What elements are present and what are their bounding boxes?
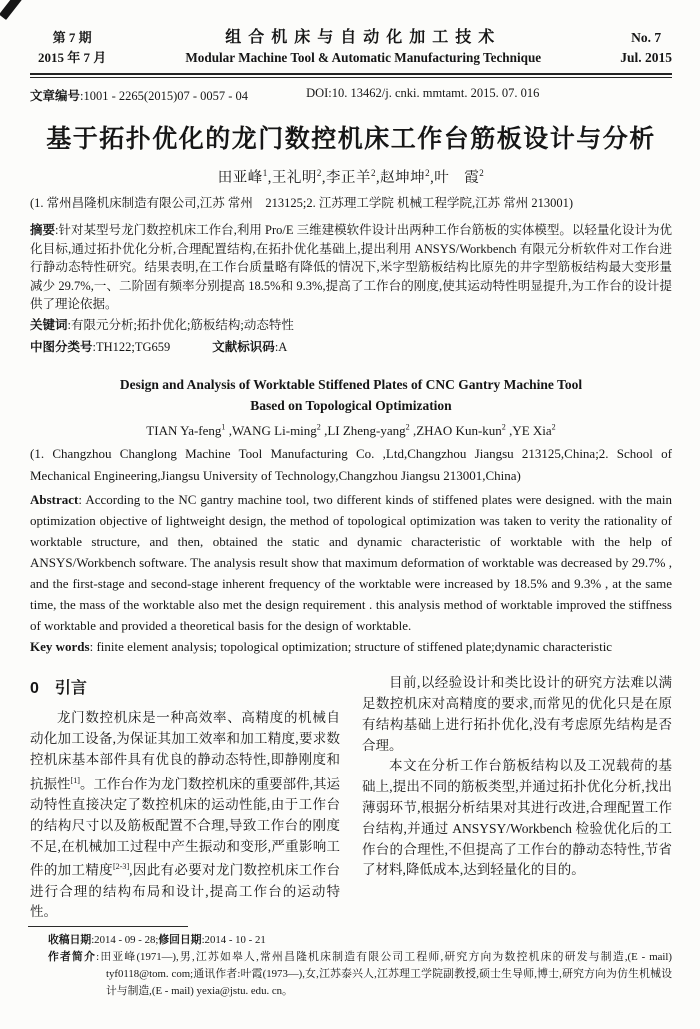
paper-title-en <box>30 374 672 416</box>
author-en: LI Zheng-yang$^2$ , <box>327 422 417 439</box>
right-column <box>362 673 672 923</box>
footnote-divider-rule <box>28 926 188 927</box>
abstract-cn-text: :针对某型号龙门数控机床工作台,利用 Pro/E 三维建模软件设计出两种工作台筋板的实体模型。以轻量化设计为优化目标,通过拓扑优化分析,合理配置结构,在拓扑优化基础上,提出利用 ANSYS/Workbench 有限元分析软件对工作台进行静动态特性研究。结果表明,在工作台质量略有降低的情况下,米字型筋板结构比原先的井字型筋板结构最大变形量减少 29.7%,一、二阶固有频率分别提高 18.5%和 9.3%,提高了工作台的刚度,使其运动特性明显提升,为工作台的设计提供了理论依据。 <box>30 223 672 312</box>
footnote-block <box>30 926 672 1000</box>
citation-ref-1: [1] <box>70 775 80 785</box>
keywords-cn <box>30 316 672 335</box>
journal-title-cn: 组合机床与自动化加工技术 <box>225 29 502 46</box>
author-biography <box>48 949 672 1000</box>
issue-date-cn: 2015 年 7 月 <box>38 50 107 65</box>
author-cn: 田亚峰$^1$, <box>217 168 272 186</box>
issue-date-en: Jul. 2015 <box>620 50 672 65</box>
clc-value: :TH122;TG659 <box>92 339 171 354</box>
abstract-cn-label: 摘要 <box>30 223 56 237</box>
authors-line-en <box>30 418 672 441</box>
keywords-cn-label: 关键词 <box>30 317 68 332</box>
paper-title-en-line1: Design and Analysis of Worktable Stiffened Plates of CNC Gantry Machine Tool <box>119 376 583 392</box>
author-biography-label: 作者简介 <box>48 951 97 964</box>
document-code-label: 文献标识码 <box>212 339 275 354</box>
author-en: TIAN Ya-feng$^1$ , <box>146 422 232 439</box>
header-center-block <box>106 28 620 68</box>
issue-number-en: No. 7 <box>631 30 662 45</box>
intro-paragraph-1: 龙门数控机床是一种高效率、高精度的机械自动化加工设备,为保证其加工效率和加工精度,要求数控机床基本部件具有优良的静动态特性,即静刚度和抗振性[1]。工作台作为龙门数控机床的重要部件,其运动特性直接决定了数控机床的运动性能,由于工作台的结构尺寸以及筋板配置不合理,导致工作台的刚度不足,在机械加工过程中产生振动和变形,严重影响工件的加工精度[2-3],因此有必要对龙门数控机床工作台进行合理的结构布局和设计,提高工作台的运动特性。 <box>30 710 341 920</box>
paper-title-cn: 基于拓扑优化的龙门数控机床工作台筋板设计与分析 <box>46 126 656 153</box>
revised-date-label: 修回日期 <box>158 934 202 947</box>
section-number: 0 <box>30 680 39 698</box>
abstract-cn <box>30 221 672 314</box>
author-en: YE Xia$^2$ <box>512 422 556 439</box>
article-meta-line <box>30 86 672 104</box>
author-en: ZHAO Kun-kun$^2$ , <box>416 422 513 439</box>
author-cn: 叶 霞$^2$ <box>434 168 485 186</box>
received-date-label: 收稿日期 <box>48 934 92 947</box>
body-columns <box>30 673 672 923</box>
received-date-value: :2014 - 09 - 28; <box>91 934 159 947</box>
intro-paragraph-3: 本文在分析工作台筋板结构以及工况载荷的基础上,提出不同的筋板类型,并通过拓扑优化分析,找出薄弱环节,根据分析结果对其进行改进,合理配置工作台结构,并通过 ANSYSY/Workbench 检验优化后的工作台的合理性,不但提高了工作台的静动态特性,节省了材料,降低成本,达到轻量化的目的。 <box>362 758 672 878</box>
clc-line <box>30 338 672 357</box>
author-cn: 李正羊$^2$, <box>326 168 381 186</box>
keywords-en-text: : finite element analysis; topological optimization; structure of stiffened plate;dynamic characteristic <box>89 639 613 655</box>
abstract-en-label: Abstract <box>30 492 79 508</box>
clc-label: 中图分类号 <box>30 339 93 354</box>
citation-ref-2: [2-3] <box>112 862 130 872</box>
keywords-en-label: Key words <box>30 639 90 655</box>
document-code-value: :A <box>274 339 288 354</box>
article-number-label: 文章编号 <box>30 89 81 103</box>
paper-title-en-line2: Based on Topological Optimization <box>250 397 452 413</box>
left-column <box>30 673 340 923</box>
header-divider-rule <box>30 73 672 78</box>
authors-line-cn <box>30 166 672 187</box>
keywords-cn-text: :有限元分析;拓扑优化;筋板结构;动态特性 <box>67 317 294 332</box>
article-number-value: :1001 - 2265(2015)07 - 0057 - 04 <box>80 89 249 103</box>
author-biography-text: :田亚峰(1971—),男,江苏如皋人,常州昌隆机床制造有限公司工程师,研究方向为数控机床的研发与制造,(E - mail) tyf0118@tom. com;通讯作者:叶霞(1973—),女,江苏泰兴人,江苏理工学院副教授,硕士生导师,博士,研究方向为仿生机械设计与制造,(E - mail) yexia@jstu. edu. cn。 <box>96 951 672 998</box>
doi-text: DOI:10. 13462/j. cnki. mmtamt. 2015. 07. 016 <box>306 86 540 100</box>
affiliation-cn: (1. 常州昌隆机床制造有限公司,江苏 常州 213125;2. 江苏理工学院 机械工程学院,江苏 常州 213001) <box>30 196 574 210</box>
section-title: 引言 <box>54 680 87 698</box>
author-cn: 赵坤坤$^2$, <box>380 168 435 186</box>
article-number <box>30 86 248 104</box>
footnote-dates <box>48 932 672 949</box>
journal-title-en: Modular Machine Tool & Automatic Manufacturing Technique <box>185 50 542 65</box>
journal-header <box>30 26 672 70</box>
abstract-en-text: : According to the NC gantry machine tool, two different kinds of stiffened plates were designed. with the main optimization objective of lightweight design, the method of topological optimization was taken to verity the rationality of worktable structure, and then, obtained the static and dynamic characteristic of worktable with the help of ANSYS/Workbench software. The analysis result show that maximum deformation of worktable was decreased by 29.7% , and the first-stage and second-stage inherent frequency of the worktable were increased by 18.5% and 9.3% , at the same time, the mass of the worktable also met the design requirement . this analysis method of worktable improved the stiffness of worktable and provided a theoretical basis for the design of worktable. <box>30 492 672 634</box>
issue-number-cn: 第 7 期 <box>52 30 92 45</box>
author-cn: 王礼明$^2$, <box>271 168 326 186</box>
author-en: WANG Li-ming$^2$ , <box>231 422 328 439</box>
abstract-en <box>30 489 672 636</box>
header-left-block <box>30 28 106 68</box>
intro-paragraph-2: 目前,以经验设计和类比设计的研究方法难以满足数控机床对高精度的要求,而常见的优化只是在原有结构基础上进行拓扑优化,没有考虑原先结构是否合理。 <box>362 675 672 753</box>
revised-date-value: :2014 - 10 - 21 <box>201 934 266 947</box>
keywords-en <box>30 636 672 657</box>
section-heading-0 <box>30 675 340 698</box>
header-right-block <box>620 28 672 68</box>
affiliation-en: (1. Changzhou Changlong Machine Tool Manufacturing Co. ,Ltd,Changzhou Jiangsu 213125,China;2. School of Mechanical Engineering,Jiangsu University of Technology,Changzhou Jiangsu 213001,China) <box>30 446 672 483</box>
